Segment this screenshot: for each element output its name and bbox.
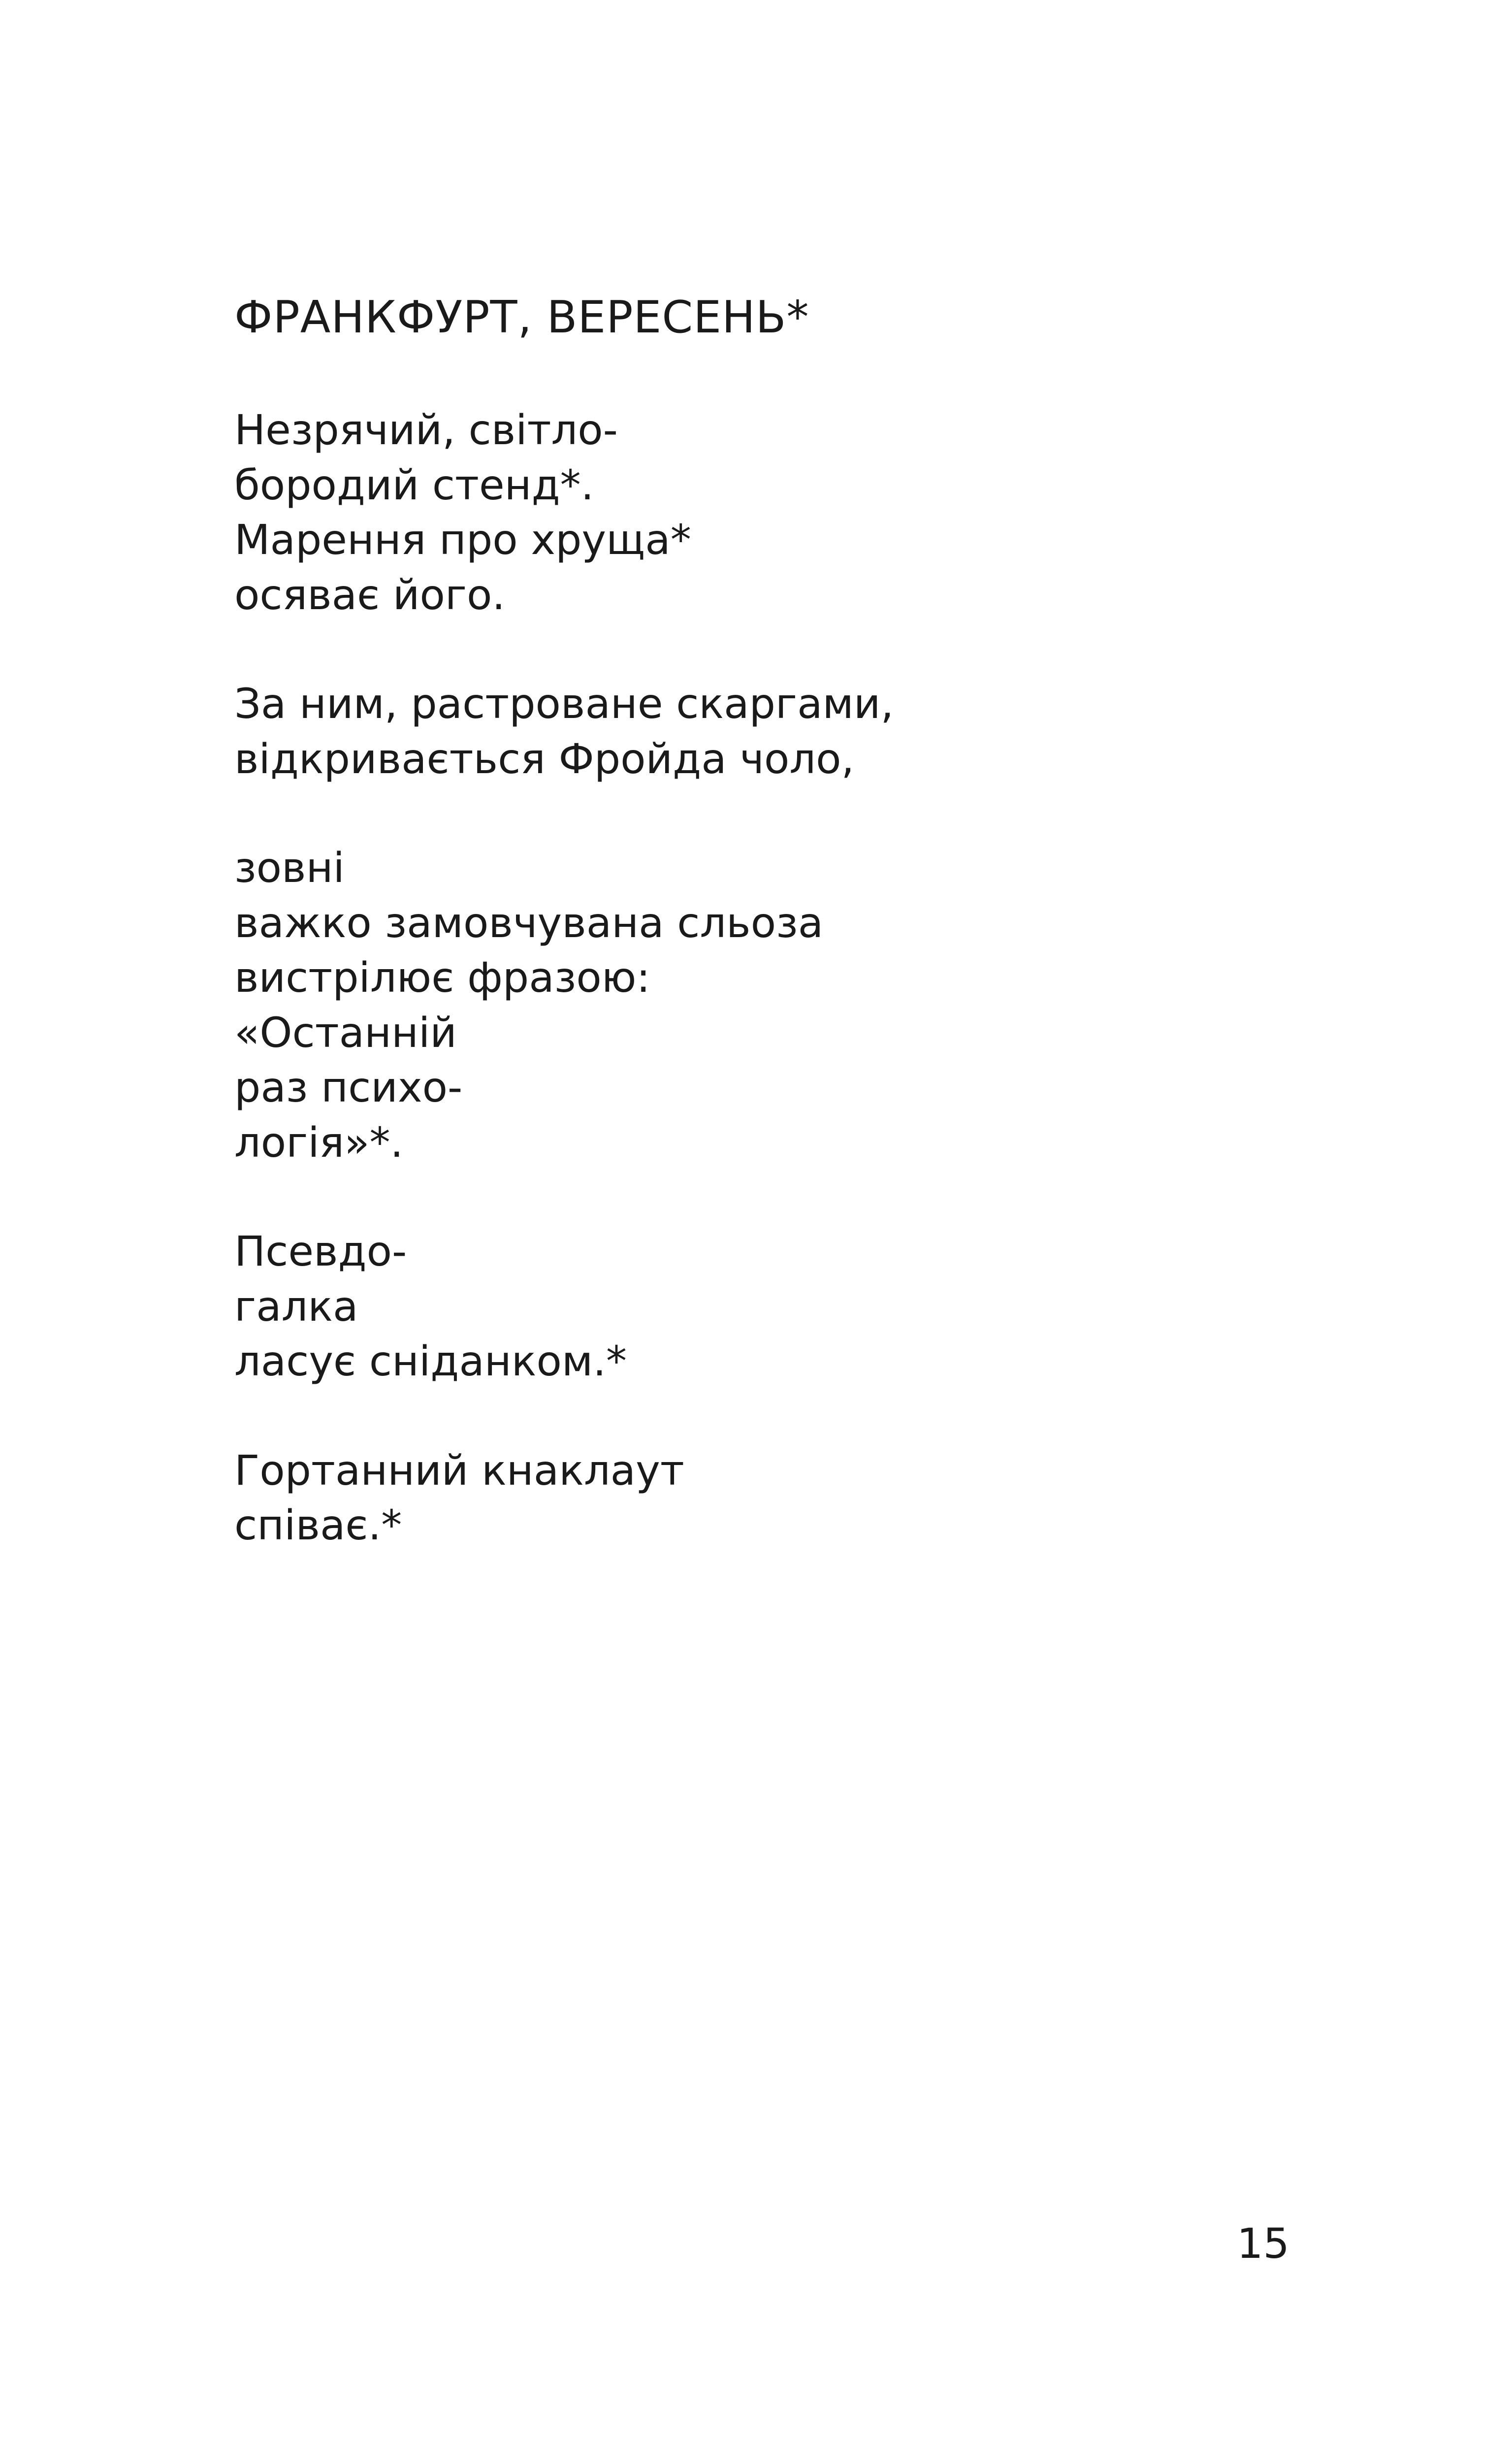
stanza-1 xyxy=(234,403,1318,622)
poem-line: осяває його. xyxy=(234,570,506,619)
poem-line: вистрілює фразою: xyxy=(234,953,650,1002)
poem-line: логія»*. xyxy=(234,1118,404,1167)
poem-line: співає.* xyxy=(234,1501,402,1549)
stanza-3 xyxy=(234,841,1318,1170)
poem-line: Псевдо- xyxy=(234,1227,407,1275)
poem-line: Марення про хруща* xyxy=(234,516,691,564)
stanza-2 xyxy=(234,677,1318,786)
poem-body xyxy=(234,403,1318,1607)
poem-title: ФРАНКФУРТ, ВЕРЕСЕНЬ* xyxy=(234,292,809,343)
poem-line: бородий стенд*. xyxy=(234,460,594,509)
poem-line: раз психо- xyxy=(234,1063,463,1111)
poem-line: Незрячий, світло- xyxy=(234,406,618,454)
poem-line: Гортанний кнаклаут xyxy=(234,1446,684,1495)
poem-line: важко замовчувана сльоза xyxy=(234,898,824,947)
poem-line: «Останній xyxy=(234,1008,457,1057)
stanza-4 xyxy=(234,1224,1318,1389)
poem-line: За ним, растроване скаргами, xyxy=(234,680,894,728)
poem-line: відкривається Фройда чоло, xyxy=(234,734,855,783)
poem-line: ласує сніданком.* xyxy=(234,1337,627,1385)
poem-line: галка xyxy=(234,1282,358,1331)
stanza-5 xyxy=(234,1443,1318,1553)
poem-line: зовні xyxy=(234,844,345,892)
page-number: 15 xyxy=(1237,2219,1289,2268)
